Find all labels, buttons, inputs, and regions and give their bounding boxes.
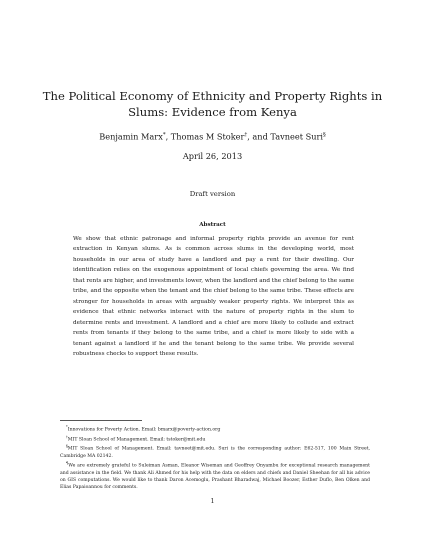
footnote-mark: § xyxy=(66,444,68,449)
author-name: Benjamin Marx xyxy=(99,131,163,142)
footnote-text: Innovations for Poverty Action. Email: bmarx@poverty-action.org xyxy=(67,427,221,433)
abstract-heading: Abstract xyxy=(199,222,226,228)
footnote xyxy=(60,460,370,491)
footnote-divider xyxy=(60,420,142,421)
author-footnote-mark: † xyxy=(244,132,248,138)
page-number: 1 xyxy=(210,498,215,505)
footnote-mark: ¶ xyxy=(66,460,69,465)
author-separator: , and xyxy=(247,131,271,142)
author-separator: , xyxy=(165,131,171,142)
paper-date: April 26, 2013 xyxy=(182,151,243,161)
footnote-text: MIT Sloan School of Management. Email: tstoker@mit.edu xyxy=(67,437,206,443)
footnote-mark: † xyxy=(66,434,68,439)
footnote-text: MIT Sloan School of Management. Email: tavneet@mit.edu. Suri is the corresponding author: E62-517, 100 Main Street, Cambridge MA 02142. xyxy=(60,446,370,459)
footnotes xyxy=(60,424,370,491)
author-footnote-mark: * xyxy=(162,132,166,138)
footnote xyxy=(60,424,370,434)
footnote-mark: * xyxy=(66,425,68,429)
draft-label: Draft version xyxy=(189,190,236,198)
author-footnote-mark: § xyxy=(323,132,326,138)
author-name: Tavneet Suri xyxy=(270,131,324,142)
footnote-text: We are extremely grateful to Suleiman Asman, Eleanor Wiseman and Geoffrey Onyambu for exceptional research management and assistance in the field. We thank Ali Ahmed for his help with the data on elders and chiefs and Daniel Sheehan for all his advice on GIS computations. We would like to thank Daron Acemoglu, Prashant Bharadwaj, Michael Boozer, Esther Duflo, Ben Olken and Elias Papaioannou for comments. xyxy=(60,463,370,490)
abstract-text: We show that ethnic patronage and informal property rights provide an avenue for rent extraction in Kenyan slums. As is common across slums in the developing world, most households in our area of study have a landlord and pay a rent for their dwelling. Our identification relies on the exogenous appointment of local chiefs governing the area. We find that rents are higher, and investments lower, when the landlord and the chief belong to the same tribe, and the opposite when the tenant and the chief belong to the same tribe. These effects are stronger for households in areas with arguably weaker property rights. We interpret this as evidence that ethnic networks interact with the nature of property rights in the slum to determine rents and investment. A landlord and a chief are more likely to collude and extract rents from tenants if they belong to the same tribe, and a chief is more likely to side with a tenant against a landlord if he and the tenant belong to the same tribe. We provide several robustness checks to support these results. xyxy=(73,236,354,357)
footnote xyxy=(60,443,370,460)
footnote xyxy=(60,434,370,444)
author-name: Thomas M Stoker xyxy=(170,131,245,142)
author-list xyxy=(40,130,385,142)
paper-title: The Political Economy of Ethnicity and Property Rights in Slums: Evidence from Kenya xyxy=(42,89,383,119)
